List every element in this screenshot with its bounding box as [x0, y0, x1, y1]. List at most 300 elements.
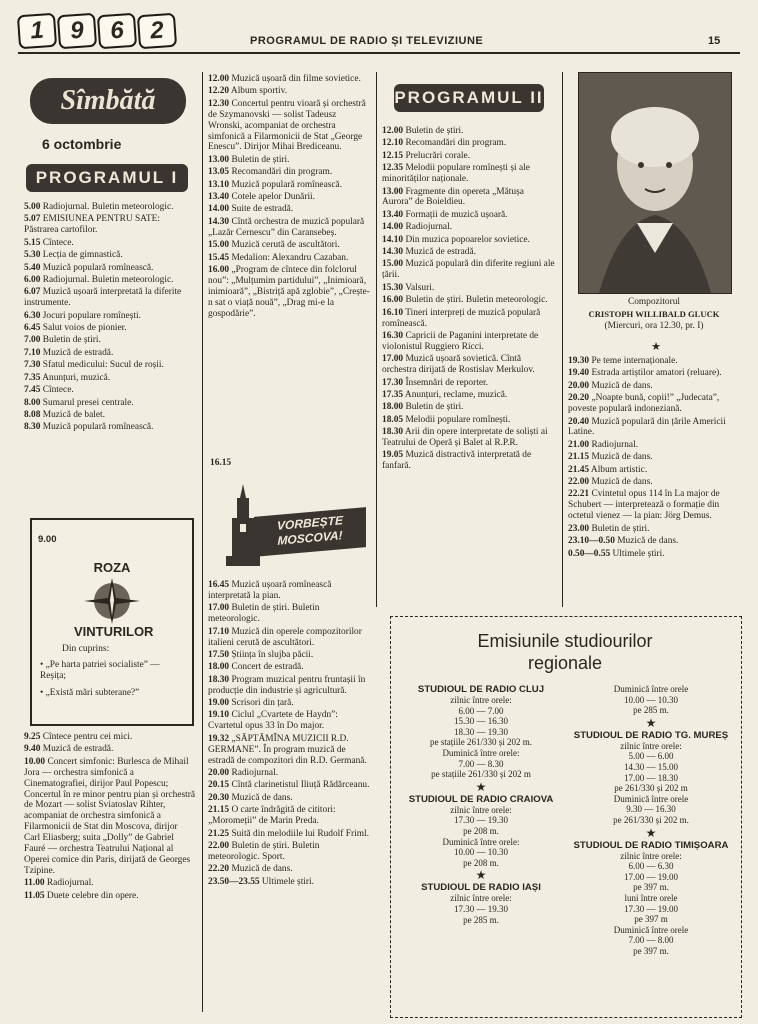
column-divider: [376, 72, 377, 607]
schedule-time: 17.10: [208, 626, 230, 637]
schedule-text: Muzică ușoară sovietică. Cîntă orchestra dirijată de Rostislav Merkulov.: [382, 354, 535, 376]
studio-line: 17.00 — 18.30: [624, 772, 678, 783]
page-title: PROGRAMUL DE RADIO ȘI TELEVIZIUNE: [250, 35, 484, 47]
schedule-item: [208, 155, 372, 166]
schedule-text: Valsuri.: [405, 282, 435, 293]
program-1-list-late-morning: [24, 732, 196, 903]
schedule-text: Buletin de știri. Buletin meteorologic.: [405, 295, 548, 306]
schedule-time: 17.35: [382, 389, 404, 400]
schedule-time: 13.40: [382, 209, 404, 220]
studio-line: pe 261/330 și 202 m.: [613, 814, 689, 825]
schedule-item: [568, 356, 742, 367]
studio-line: luni între orele: [624, 892, 678, 903]
studio-line: zilnic între orele:: [620, 740, 682, 751]
schedule-item: [568, 381, 742, 392]
studio-line: 17.00 — 19.00: [624, 871, 678, 882]
schedule-item: [568, 536, 742, 547]
schedule-time: 6.30: [24, 310, 41, 321]
schedule-item: [382, 378, 556, 389]
schedule-time: 14.10: [382, 234, 404, 245]
schedule-text: Cvintetul opus 114 în La major de Schubert — interpretează o formație din octetul vienez — la pian: Jörg Demus.: [568, 489, 720, 522]
schedule-text: Duete celebre din opere.: [46, 890, 139, 901]
studio-line: 5.00 — 6.00: [628, 751, 674, 762]
schedule-text: Ultimele știri.: [612, 548, 665, 559]
schedule-item: [208, 74, 372, 85]
studio-line: pe 397 m.: [633, 945, 669, 956]
schedule-text: Din muzica popoarelor sovietice.: [405, 234, 530, 245]
schedule-time: 17.50: [208, 649, 230, 660]
schedule-item: [382, 354, 556, 376]
schedule-text: Estrada artiștilor amatori (reluare).: [591, 368, 722, 379]
schedule-text: Muzică ușoară din filme sovietice.: [231, 74, 361, 84]
studio-line: 10.00 — 10.30: [454, 847, 508, 858]
schedule-item: [208, 204, 372, 215]
schedule-text: Muzică din operele compozitorilor italieni cerută de ascultători.: [208, 626, 362, 648]
schedule-item: [208, 253, 372, 264]
schedule-text: Recomandări din program.: [231, 167, 333, 178]
schedule-item: [382, 247, 556, 258]
studio-line: Duminică între orele:: [442, 836, 520, 847]
schedule-time: 22.00: [568, 477, 590, 488]
schedule-time: 16.30: [382, 330, 404, 341]
schedule-item: [382, 283, 556, 294]
schedule-text: Cîntece.: [42, 385, 74, 396]
schedule-text: Medalion: Alexandru Cazaban.: [231, 252, 349, 263]
page-number: 15: [708, 35, 721, 47]
portrait-image: [579, 73, 731, 293]
schedule-text: Cîntă orchestra de muzică populară „Lazăr Cernescu” din Caransebeș.: [208, 216, 365, 238]
schedule-time: 7.10: [24, 347, 41, 358]
schedule-text: Muzică de dans.: [231, 864, 293, 875]
moscow-label: VORBEȘTE MOSCOVA!: [254, 507, 366, 557]
schedule-item: [382, 210, 556, 221]
composer-portrait: [578, 72, 732, 294]
schedule-time: 12.15: [382, 150, 404, 161]
schedule-time: 20.00: [208, 768, 230, 778]
schedule-text: „SĂPTĂMÎNA MUZICII R.D. GERMANE”. În program muzică de estradă de compozitori din R.D. Germană.: [208, 733, 367, 766]
schedule-text: Ciclul „Cvartete de Haydn”: Cvartetul opus 33 în Do major.: [208, 710, 338, 732]
schedule-text: Muzică populară romînească.: [42, 422, 154, 433]
header-rule: [18, 52, 740, 54]
schedule-item: [24, 275, 196, 286]
schedule-time: 13.10: [208, 179, 230, 190]
schedule-text: Muzică populară romînească.: [42, 262, 154, 273]
schedule-time: 13.00: [208, 154, 230, 165]
day-banner: Sîmbătă: [30, 78, 186, 124]
schedule-text: Cîntă clarinetistul Iliuță Rădărceanu.: [231, 780, 370, 791]
year-badge: [18, 14, 176, 48]
studio-line: pe 285 m.: [463, 914, 499, 925]
schedule-text: Muzică ușoară romînească interpretată la pian.: [208, 580, 332, 601]
schedule-item: [382, 222, 556, 233]
schedule-text: Album artistic.: [590, 464, 648, 475]
schedule-item: [568, 477, 742, 488]
schedule-text: Însemnări de reporter.: [405, 377, 488, 388]
schedule-item: [382, 415, 556, 426]
schedule-item: [382, 308, 556, 330]
roza-time: 9.00: [38, 534, 57, 545]
year-digit: 9: [57, 13, 97, 50]
star-icon: ★: [645, 715, 657, 730]
schedule-time: 5.30: [24, 250, 41, 261]
regional-title-line: regionale: [527, 653, 603, 673]
schedule-item: [208, 698, 372, 709]
schedule-item: [24, 214, 196, 236]
studio-line: pe 208 m.: [463, 857, 499, 868]
schedule-item: [568, 489, 742, 522]
studio-line: pe 208 m.: [463, 825, 499, 836]
schedule-item: [382, 126, 556, 137]
schedule-text: Recomandări din program.: [405, 138, 507, 149]
studio-line: Duminică între orele: [613, 793, 689, 804]
program-1-list-midday: [208, 74, 372, 321]
schedule-time: 14.00: [208, 204, 230, 215]
caption-role: Compozitorul: [627, 297, 681, 307]
studio-line: Duminică între orele:: [442, 747, 520, 758]
schedule-time: 21.45: [568, 464, 590, 475]
schedule-item: [568, 393, 742, 415]
schedule-text: Muzică de estradă.: [42, 347, 114, 358]
schedule-time: 15.00: [208, 240, 230, 251]
schedule-item: [382, 187, 556, 209]
schedule-time: 18.00: [382, 402, 404, 413]
schedule-time: 22.21: [568, 489, 590, 500]
studio-line: 14.30 — 15.00: [624, 761, 678, 772]
schedule-item: [208, 627, 372, 649]
schedule-item: [24, 757, 196, 877]
year-digit: 1: [17, 13, 57, 50]
schedule-item: [208, 805, 372, 827]
schedule-time: 20.00: [568, 380, 590, 391]
schedule-time: 9.25: [24, 732, 41, 742]
schedule-time: 23.00: [568, 523, 590, 534]
schedule-text: Muzică de dans.: [617, 536, 679, 547]
schedule-text: Cîntece.: [42, 237, 74, 248]
schedule-time: 11.00: [24, 878, 45, 889]
studio-line: zilnic între orele:: [450, 695, 512, 705]
schedule-item: [208, 192, 372, 203]
schedule-text: EMISIUNEA PENTRU SATE: Păstrarea cartofilor.: [24, 214, 160, 236]
schedule-time: 22.00: [208, 840, 230, 851]
studio-line: zilnic între orele:: [450, 893, 512, 904]
schedule-text: Radiojurnal. Buletin meteorologic.: [42, 274, 174, 285]
star-icon: ★: [645, 825, 657, 840]
schedule-time: 11.05: [24, 890, 45, 901]
regional-title: [390, 630, 740, 674]
schedule-text: O carte îndrăgită de cititori: „Moromeții” de Marin Preda.: [208, 805, 336, 827]
moscow-time: [210, 458, 270, 470]
schedule-text: Concert de estradă.: [231, 662, 304, 673]
schedule-time: 12.00: [382, 126, 404, 136]
studio-name: STUDIOUL DE RADIO CLUJ: [417, 684, 545, 695]
schedule-time: 8.30: [24, 422, 41, 433]
schedule-text: Radiojurnal.: [591, 439, 639, 450]
schedule-time: 19.30: [568, 356, 590, 366]
program-2-list-evening: [568, 356, 742, 561]
schedule-text: Radiojurnal. Buletin meteorologic.: [42, 202, 174, 212]
schedule-text: Muzică distractivă interpretată de fanfară.: [382, 450, 532, 472]
schedule-text: Buletin de știri.: [591, 523, 650, 534]
roza-item: • „Există mări subterane?”: [40, 688, 140, 698]
schedule-text: Buletin de știri. Buletin meteorologic. Sport.: [208, 840, 320, 862]
program-1-list-afternoon: [208, 580, 372, 889]
schedule-item: [208, 793, 372, 804]
schedule-item: [208, 877, 372, 888]
schedule-time: 14.30: [382, 247, 404, 258]
schedule-item: [208, 734, 372, 767]
schedule-item: [24, 385, 196, 396]
schedule-text: Buletin de știri.: [405, 402, 464, 413]
schedule-text: Muzică populară romînească.: [231, 179, 343, 190]
studio-line: zilnic între orele:: [450, 804, 512, 815]
page-header: [18, 14, 740, 58]
schedule-text: Radiojurnal.: [405, 222, 453, 233]
schedule-time: 15.30: [382, 282, 404, 293]
schedule-time: 17.30: [382, 377, 404, 388]
schedule-item: [568, 465, 742, 476]
schedule-item: [24, 410, 196, 421]
schedule-time: 16.10: [382, 307, 404, 318]
day-date: 6 octombrie: [42, 136, 122, 152]
schedule-time: 13.05: [208, 167, 230, 178]
studio-line: 17.30 — 19.30: [454, 815, 508, 826]
schedule-text: Lecția de gimnastică.: [42, 250, 123, 261]
schedule-text: Muzică de dans.: [591, 452, 653, 463]
schedule-item: [208, 86, 372, 97]
studio-line: 17.30 — 19.00: [624, 903, 678, 914]
schedule-text: Album sportiv.: [230, 86, 288, 97]
schedule-time: 18.30: [208, 674, 230, 685]
schedule-item: [208, 167, 372, 178]
schedule-item: [382, 295, 556, 306]
schedule-time: 9.40: [24, 744, 41, 755]
schedule-text: Prelucrări corale.: [405, 150, 470, 161]
schedule-item: [24, 360, 196, 371]
schedule-item: [24, 348, 196, 359]
schedule-item: [208, 99, 372, 154]
schedule-item: [208, 768, 372, 779]
schedule-text: Concert simfonic: Burlesca de Mihail Jora — orchestra simfonică a Cinematografiei, dirijor Paul Popescu; Concertul în re minor pentru pian și orchestră de Mozart — solist Sviatoslav Rihter, acompaniat de orchestra simfonică a Filarmonicii de Stat din Moscova, dirijor Carl Eliasberg; suita „Dolly” de Gabriel Fauré — orchestra Teatrului Național al Operei comice din Paris, dirijată de Georges Tzipine.: [24, 756, 196, 876]
schedule-time: 19.32: [208, 733, 230, 744]
schedule-time: 14.00: [382, 222, 404, 233]
schedule-item: [568, 440, 742, 451]
schedule-time: 5.40: [24, 262, 41, 273]
schedule-time: 20.15: [208, 780, 230, 791]
schedule-text: Cîntece pentru cei mici.: [42, 732, 133, 742]
caption-name: CRISTOPH WILLIBALD GLUCK: [588, 309, 720, 319]
schedule-time: 21.00: [568, 439, 590, 450]
schedule-text: Program muzical pentru fruntașii în producție din industrie și agricultură.: [208, 674, 366, 696]
star-separator: ★: [651, 341, 661, 353]
schedule-item: [208, 240, 372, 251]
schedule-time: 10.00: [24, 756, 46, 767]
studio-name: STUDIOUL DE RADIO TG. MUREȘ: [573, 729, 729, 741]
schedule-text: Formații de muzică ușoară.: [405, 209, 508, 220]
schedule-item: [568, 452, 742, 463]
studio-line: Duminică între orele: [613, 924, 689, 935]
schedule-item: [24, 744, 196, 755]
schedule-item: [208, 780, 372, 791]
schedule-text: Anunțuri, muzică.: [42, 372, 111, 383]
schedule-text: Melodii populare romînești și ale minorităților naționale.: [382, 163, 530, 185]
schedule-text: Muzică de dans.: [591, 380, 653, 391]
schedule-text: Buletin de știri.: [231, 154, 290, 165]
roza-contents-label: Din cuprins:: [62, 644, 110, 654]
schedule-time: 16.45: [208, 580, 230, 590]
schedule-time: 12.30: [208, 98, 230, 109]
schedule-item: [208, 580, 372, 602]
schedule-text: Concertul pentru vioară și orchestră de Szymanovski — solist Tadeusz Wronski, acompaniat de orchestra simfonică a Filarmonicii de Stat „George Enescu”. Dirijor Mihai Brediceanu.: [208, 98, 366, 153]
roza-subtitle: VINTURILOR: [74, 624, 154, 639]
program-1-list-morning: [24, 202, 196, 435]
schedule-time: 12.10: [382, 138, 404, 149]
schedule-text: Muzică populară din țările Americii Latine.: [568, 416, 726, 438]
schedule-item: [24, 202, 196, 213]
schedule-item: [24, 398, 196, 409]
schedule-text: Tineri interpreți de muzică populară romînească.: [382, 307, 541, 329]
schedule-item: [24, 891, 196, 902]
schedule-item: [24, 323, 196, 334]
schedule-time: 15.00: [382, 259, 404, 270]
regional-right-column: [568, 684, 734, 956]
schedule-time: 18.00: [208, 662, 230, 673]
schedule-item: [208, 180, 372, 191]
star-icon: ★: [475, 779, 487, 794]
roza-title: ROZA: [93, 560, 131, 575]
schedule-time: 12.35: [382, 163, 404, 174]
schedule-item: [382, 138, 556, 149]
schedule-time: 19.10: [208, 710, 230, 721]
schedule-time: 20.30: [208, 792, 230, 803]
schedule-time: 20.20: [568, 393, 590, 404]
schedule-item: [568, 368, 742, 379]
schedule-time: 6.00: [24, 274, 41, 285]
portrait-caption: [566, 296, 742, 332]
compass-rose-icon: [82, 576, 142, 626]
schedule-text: Jocuri populare romînești.: [42, 310, 141, 321]
program-2-list: [382, 126, 556, 474]
schedule-text: Muzică de estradă.: [42, 744, 114, 755]
schedule-time: 18.30: [382, 427, 404, 438]
moscow-time-text: 16.15: [210, 458, 232, 468]
studio-line: 10.00 — 10.30: [624, 694, 678, 705]
roza-item: • „Pe harta patriei socialiste” — Reșița;: [40, 660, 160, 681]
studio-line: pe 397 m: [634, 914, 668, 925]
schedule-item: [24, 238, 196, 249]
schedule-item: [568, 549, 742, 560]
schedule-time: 20.40: [568, 416, 590, 427]
schedule-text: Muzică populară din diferite regiuni ale țării.: [382, 259, 555, 281]
schedule-text: Știința în slujba păcii.: [231, 649, 314, 660]
column-divider: [202, 72, 203, 1012]
schedule-item: [568, 524, 742, 535]
schedule-text: Radiojurnal.: [46, 878, 94, 889]
schedule-time: 8.08: [24, 409, 41, 420]
year-digit: 6: [97, 13, 137, 50]
schedule-text: Capricii de Paganini interpretate de violonistul Ruggiero Ricci.: [382, 330, 539, 352]
studio-line: 9.30 — 16.30: [626, 804, 676, 815]
schedule-text: Cotele apelor Dunării.: [231, 192, 316, 203]
studio-line: pe 397 m.: [633, 882, 669, 893]
studio-line: 6.00 — 6.30: [628, 861, 674, 872]
studio-line: pe 261/330 și 202 m: [614, 783, 688, 794]
schedule-item: [208, 603, 372, 625]
program-1-banner: PROGRAMUL I: [26, 164, 188, 192]
schedule-text: Sfatul medicului: Sucul de roșii.: [42, 360, 164, 371]
schedule-time: 23.50—23.55: [208, 876, 260, 887]
schedule-item: [568, 417, 742, 439]
studio-line: 17.30 — 19.30: [454, 903, 508, 914]
schedule-text: Muzică ușoară interpretată la diferite instrumente.: [24, 287, 182, 309]
schedule-time: 23.10—0.50: [568, 536, 615, 547]
schedule-item: [208, 864, 372, 875]
schedule-text: „Noapte bună, copii!” „Judecata”, poveste populară indoneziană.: [568, 393, 720, 415]
schedule-text: Buletin de știri.: [405, 126, 464, 136]
schedule-time: 6.07: [24, 287, 41, 298]
schedule-time: 14.30: [208, 216, 230, 227]
schedule-time: 21.15: [568, 452, 590, 463]
schedule-item: [24, 287, 196, 309]
schedule-text: Muzică de dans.: [231, 792, 293, 803]
schedule-time: 12.20: [208, 86, 230, 97]
schedule-time: 8.00: [24, 397, 41, 408]
schedule-item: [24, 878, 196, 889]
schedule-text: Ultimele știri.: [261, 876, 314, 887]
studio-line: 6.00 — 7.00: [458, 705, 504, 716]
regional-title-line: Emisiunile studiourilor: [477, 631, 653, 651]
studio-line: 7.00 — 8.00: [628, 935, 674, 946]
schedule-item: [24, 373, 196, 384]
schedule-time: 19.05: [382, 450, 404, 461]
studio-line: 7.00 — 8.30: [458, 758, 504, 769]
schedule-item: [24, 422, 196, 433]
schedule-text: Pe teme internaționale.: [591, 356, 678, 366]
star-icon: ★: [475, 868, 487, 883]
schedule-text: Arii din opere interpretate de soliști ai Teatrului de Operă și Balet al R.P.R.: [382, 427, 548, 449]
studio-name: STUDIOUL DE RADIO TIMIȘOARA: [573, 839, 729, 851]
vorbeste-moscova-box: [218, 480, 366, 570]
schedule-time: 7.35: [24, 372, 41, 383]
schedule-time: 12.00: [208, 74, 230, 84]
schedule-item: [208, 265, 372, 320]
studio-name: STUDIOUL DE RADIO CRAIOVA: [408, 793, 554, 805]
studio-line: pe stațiile 261/330 și 202 m: [431, 769, 531, 780]
schedule-time: 7.45: [24, 385, 41, 396]
schedule-time: 7.00: [24, 335, 41, 346]
regional-left-column: [396, 684, 566, 925]
schedule-text: Muzică cerută de ascultători.: [231, 240, 340, 251]
schedule-text: Melodii populare romînești.: [405, 414, 511, 425]
schedule-time: 7.30: [24, 360, 41, 371]
schedule-item: [24, 311, 196, 322]
studio-line: pe 285 m.: [633, 705, 669, 716]
schedule-time: 6.45: [24, 323, 41, 334]
schedule-text: Scrisori din țară.: [231, 698, 294, 709]
schedule-text: Muzică de estradă.: [405, 247, 476, 258]
schedule-time: 17.00: [208, 603, 230, 614]
schedule-time: 13.40: [208, 192, 230, 203]
roza-vinturilor-box: [30, 518, 194, 726]
schedule-text: Fragmente din opereta „Mătușa Aurora” de Boieldieu.: [382, 186, 524, 208]
schedule-text: „Program de cîntece din folclorul nou”: „Mulțumim partidului”, „Inimioară, inimioară”, „Bistriță apă zglobie”, „Crește-n sat o viață nouă”, „Drag mi-e la gospodărie”.: [208, 265, 370, 319]
schedule-time: 21.25: [208, 828, 230, 839]
schedule-text: Anunțuri, reclame, muzică.: [404, 389, 508, 400]
caption-note: (Miercuri, ora 12.30, pr. I): [604, 321, 704, 331]
schedule-item: [208, 217, 372, 239]
studio-line: 18.30 — 19.30: [454, 726, 508, 737]
schedule-item: [382, 331, 556, 353]
schedule-text: Salut voios de pionier.: [42, 323, 127, 334]
